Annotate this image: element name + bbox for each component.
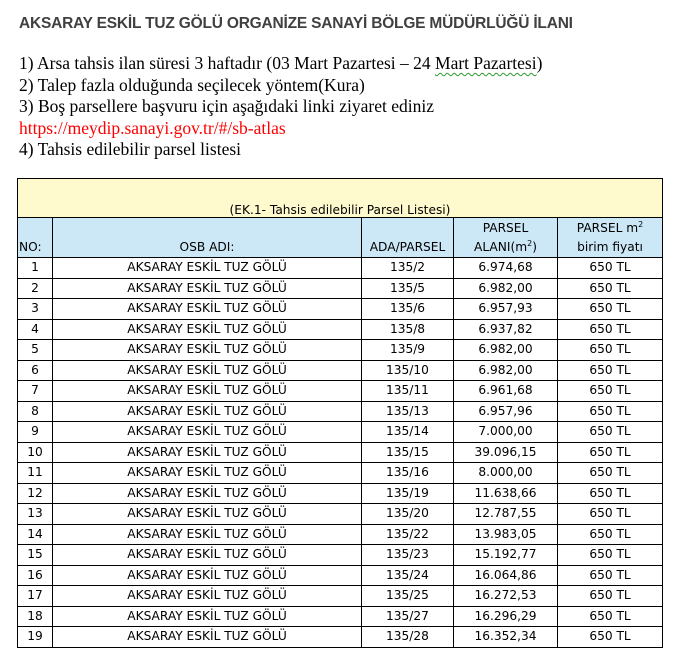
cell-ada-parsel: 135/24	[362, 565, 454, 586]
cell-osb-name: AKSARAY ESKİL TUZ GÖLÜ	[53, 565, 362, 586]
cell-unit-price: 650 TL	[558, 401, 663, 422]
table-row	[18, 442, 663, 463]
table-row	[18, 381, 663, 402]
cell-parsel-alani: 6.957,96	[454, 401, 558, 422]
spellcheck-underlined-text: Mart Pazartesi	[435, 53, 537, 73]
cell-ada-parsel: 135/11	[362, 381, 454, 402]
cell-osb-name: AKSARAY ESKİL TUZ GÖLÜ	[53, 278, 362, 299]
cell-no: 19	[18, 627, 53, 648]
cell-no: 6	[18, 360, 53, 381]
cell-ada-parsel: 135/6	[362, 299, 454, 320]
table-header-row	[18, 218, 663, 258]
cell-no: 16	[18, 565, 53, 586]
table-row	[18, 565, 663, 586]
cell-ada-parsel: 135/28	[362, 627, 454, 648]
cell-parsel-alani: 7.000,00	[454, 422, 558, 443]
cell-osb-name: AKSARAY ESKİL TUZ GÖLÜ	[53, 299, 362, 320]
cell-ada-parsel: 135/19	[362, 483, 454, 504]
cell-ada-parsel: 135/9	[362, 340, 454, 361]
info-line-1-close: )	[536, 53, 543, 73]
cell-osb-name: AKSARAY ESKİL TUZ GÖLÜ	[53, 483, 362, 504]
cell-ada-parsel: 135/27	[362, 606, 454, 627]
table-row	[18, 299, 663, 320]
cell-unit-price: 650 TL	[558, 258, 663, 279]
cell-ada-parsel: 135/5	[362, 278, 454, 299]
table-row	[18, 401, 663, 422]
cell-parsel-alani: 6.982,00	[454, 340, 558, 361]
cell-unit-price: 650 TL	[558, 463, 663, 484]
cell-unit-price: 650 TL	[558, 422, 663, 443]
table-row	[18, 258, 663, 279]
header-unit-price-line1: PARSEL m	[576, 221, 639, 235]
header-ada-parsel: ADA/PARSEL	[362, 218, 454, 258]
cell-ada-parsel: 135/14	[362, 422, 454, 443]
cell-parsel-alani: 13.983,05	[454, 524, 558, 545]
cell-no: 17	[18, 586, 53, 607]
cell-parsel-alani: 39.096,15	[454, 442, 558, 463]
cell-parsel-alani: 6.974,68	[454, 258, 558, 279]
cell-unit-price: 650 TL	[558, 319, 663, 340]
table-row	[18, 422, 663, 443]
info-line-1	[19, 53, 542, 75]
announcement-title: AKSARAY ESKİL TUZ GÖLÜ ORGANİZE SANAYİ BÖLGE MÜDÜRLÜĞÜ İLANI	[19, 15, 573, 32]
info-line-4: 4) Tahsis edilebilir parsel listesi	[19, 139, 242, 160]
announcement-body	[19, 53, 542, 161]
cell-ada-parsel: 135/2	[362, 258, 454, 279]
header-parsel-alani	[454, 218, 558, 258]
cell-unit-price: 650 TL	[558, 340, 663, 361]
header-no: NO:	[18, 218, 53, 258]
table-row	[18, 340, 663, 361]
cell-unit-price: 650 TL	[558, 586, 663, 607]
cell-parsel-alani: 6.982,00	[454, 278, 558, 299]
header-parsel-alani-close: )	[532, 240, 537, 254]
cell-osb-name: AKSARAY ESKİL TUZ GÖLÜ	[53, 442, 362, 463]
cell-no: 13	[18, 504, 53, 525]
cell-unit-price: 650 TL	[558, 565, 663, 586]
cell-parsel-alani: 11.638,66	[454, 483, 558, 504]
table-row	[18, 606, 663, 627]
table-row	[18, 545, 663, 566]
cell-no: 14	[18, 524, 53, 545]
application-link[interactable]: https://meydip.sanayi.gov.tr/#/sb-atlas	[19, 117, 286, 138]
table-caption: (EK.1- Tahsis edilebilir Parsel Listesi)	[18, 179, 663, 218]
info-line-3: 3) Boş parsellere başvuru için aşağıdaki linki ziyaret ediniz	[19, 96, 435, 117]
cell-osb-name: AKSARAY ESKİL TUZ GÖLÜ	[53, 627, 362, 648]
table-row	[18, 504, 663, 525]
cell-parsel-alani: 16.296,29	[454, 606, 558, 627]
cell-parsel-alani: 16.064,86	[454, 565, 558, 586]
table-row	[18, 463, 663, 484]
cell-unit-price: 650 TL	[558, 545, 663, 566]
table-row	[18, 483, 663, 504]
cell-unit-price: 650 TL	[558, 504, 663, 525]
cell-parsel-alani: 6.957,93	[454, 299, 558, 320]
cell-osb-name: AKSARAY ESKİL TUZ GÖLÜ	[53, 340, 362, 361]
cell-parsel-alani: 15.192,77	[454, 545, 558, 566]
cell-osb-name: AKSARAY ESKİL TUZ GÖLÜ	[53, 545, 362, 566]
cell-unit-price: 650 TL	[558, 627, 663, 648]
cell-osb-name: AKSARAY ESKİL TUZ GÖLÜ	[53, 586, 362, 607]
info-line-2: 2) Talep fazla olduğunda seçilecek yöntem(Kura)	[19, 74, 365, 95]
cell-ada-parsel: 135/15	[362, 442, 454, 463]
superscript: 2	[638, 219, 644, 229]
table-row	[18, 524, 663, 545]
header-parsel-alani-line1: PARSEL	[482, 221, 529, 235]
cell-unit-price: 650 TL	[558, 278, 663, 299]
cell-no: 9	[18, 422, 53, 443]
cell-unit-price: 650 TL	[558, 381, 663, 402]
header-unit-price	[558, 218, 663, 258]
cell-unit-price: 650 TL	[558, 483, 663, 504]
cell-ada-parsel: 135/20	[362, 504, 454, 525]
cell-osb-name: AKSARAY ESKİL TUZ GÖLÜ	[53, 258, 362, 279]
cell-no: 7	[18, 381, 53, 402]
cell-ada-parsel: 135/16	[362, 463, 454, 484]
cell-unit-price: 650 TL	[558, 442, 663, 463]
cell-osb-name: AKSARAY ESKİL TUZ GÖLÜ	[53, 524, 362, 545]
cell-ada-parsel: 135/22	[362, 524, 454, 545]
cell-ada-parsel: 135/10	[362, 360, 454, 381]
cell-parsel-alani: 16.272,53	[454, 586, 558, 607]
table-row	[18, 586, 663, 607]
cell-no: 1	[18, 258, 53, 279]
cell-osb-name: AKSARAY ESKİL TUZ GÖLÜ	[53, 606, 362, 627]
cell-osb-name: AKSARAY ESKİL TUZ GÖLÜ	[53, 381, 362, 402]
header-osb-name: OSB ADI:	[53, 218, 362, 258]
table-row	[18, 627, 663, 648]
header-parsel-alani-line2: ALANI(m	[474, 240, 528, 254]
cell-ada-parsel: 135/23	[362, 545, 454, 566]
cell-no: 18	[18, 606, 53, 627]
superscript: 2	[527, 238, 533, 248]
table-row	[18, 278, 663, 299]
cell-osb-name: AKSARAY ESKİL TUZ GÖLÜ	[53, 360, 362, 381]
cell-no: 3	[18, 299, 53, 320]
cell-parsel-alani: 16.352,34	[454, 627, 558, 648]
cell-no: 5	[18, 340, 53, 361]
cell-ada-parsel: 135/8	[362, 319, 454, 340]
cell-no: 10	[18, 442, 53, 463]
cell-osb-name: AKSARAY ESKİL TUZ GÖLÜ	[53, 422, 362, 443]
cell-no: 15	[18, 545, 53, 566]
cell-no: 4	[18, 319, 53, 340]
cell-osb-name: AKSARAY ESKİL TUZ GÖLÜ	[53, 463, 362, 484]
cell-unit-price: 650 TL	[558, 606, 663, 627]
cell-osb-name: AKSARAY ESKİL TUZ GÖLÜ	[53, 504, 362, 525]
cell-parsel-alani: 6.982,00	[454, 360, 558, 381]
cell-parsel-alani: 8.000,00	[454, 463, 558, 484]
cell-no: 11	[18, 463, 53, 484]
parcel-table	[17, 178, 663, 648]
cell-parsel-alani: 12.787,55	[454, 504, 558, 525]
cell-unit-price: 650 TL	[558, 360, 663, 381]
cell-unit-price: 650 TL	[558, 524, 663, 545]
cell-no: 8	[18, 401, 53, 422]
table-row	[18, 360, 663, 381]
header-unit-price-line2: birim fiyatı	[577, 240, 643, 254]
cell-no: 12	[18, 483, 53, 504]
cell-ada-parsel: 135/13	[362, 401, 454, 422]
cell-ada-parsel: 135/25	[362, 586, 454, 607]
cell-osb-name: AKSARAY ESKİL TUZ GÖLÜ	[53, 319, 362, 340]
table-row	[18, 319, 663, 340]
cell-parsel-alani: 6.937,82	[454, 319, 558, 340]
cell-osb-name: AKSARAY ESKİL TUZ GÖLÜ	[53, 401, 362, 422]
cell-unit-price: 650 TL	[558, 299, 663, 320]
cell-no: 2	[18, 278, 53, 299]
info-line-1-text: 1) Arsa tahsis ilan süresi 3 haftadır (03 Mart Pazartesi – 24	[19, 53, 436, 73]
cell-parsel-alani: 6.961,68	[454, 381, 558, 402]
